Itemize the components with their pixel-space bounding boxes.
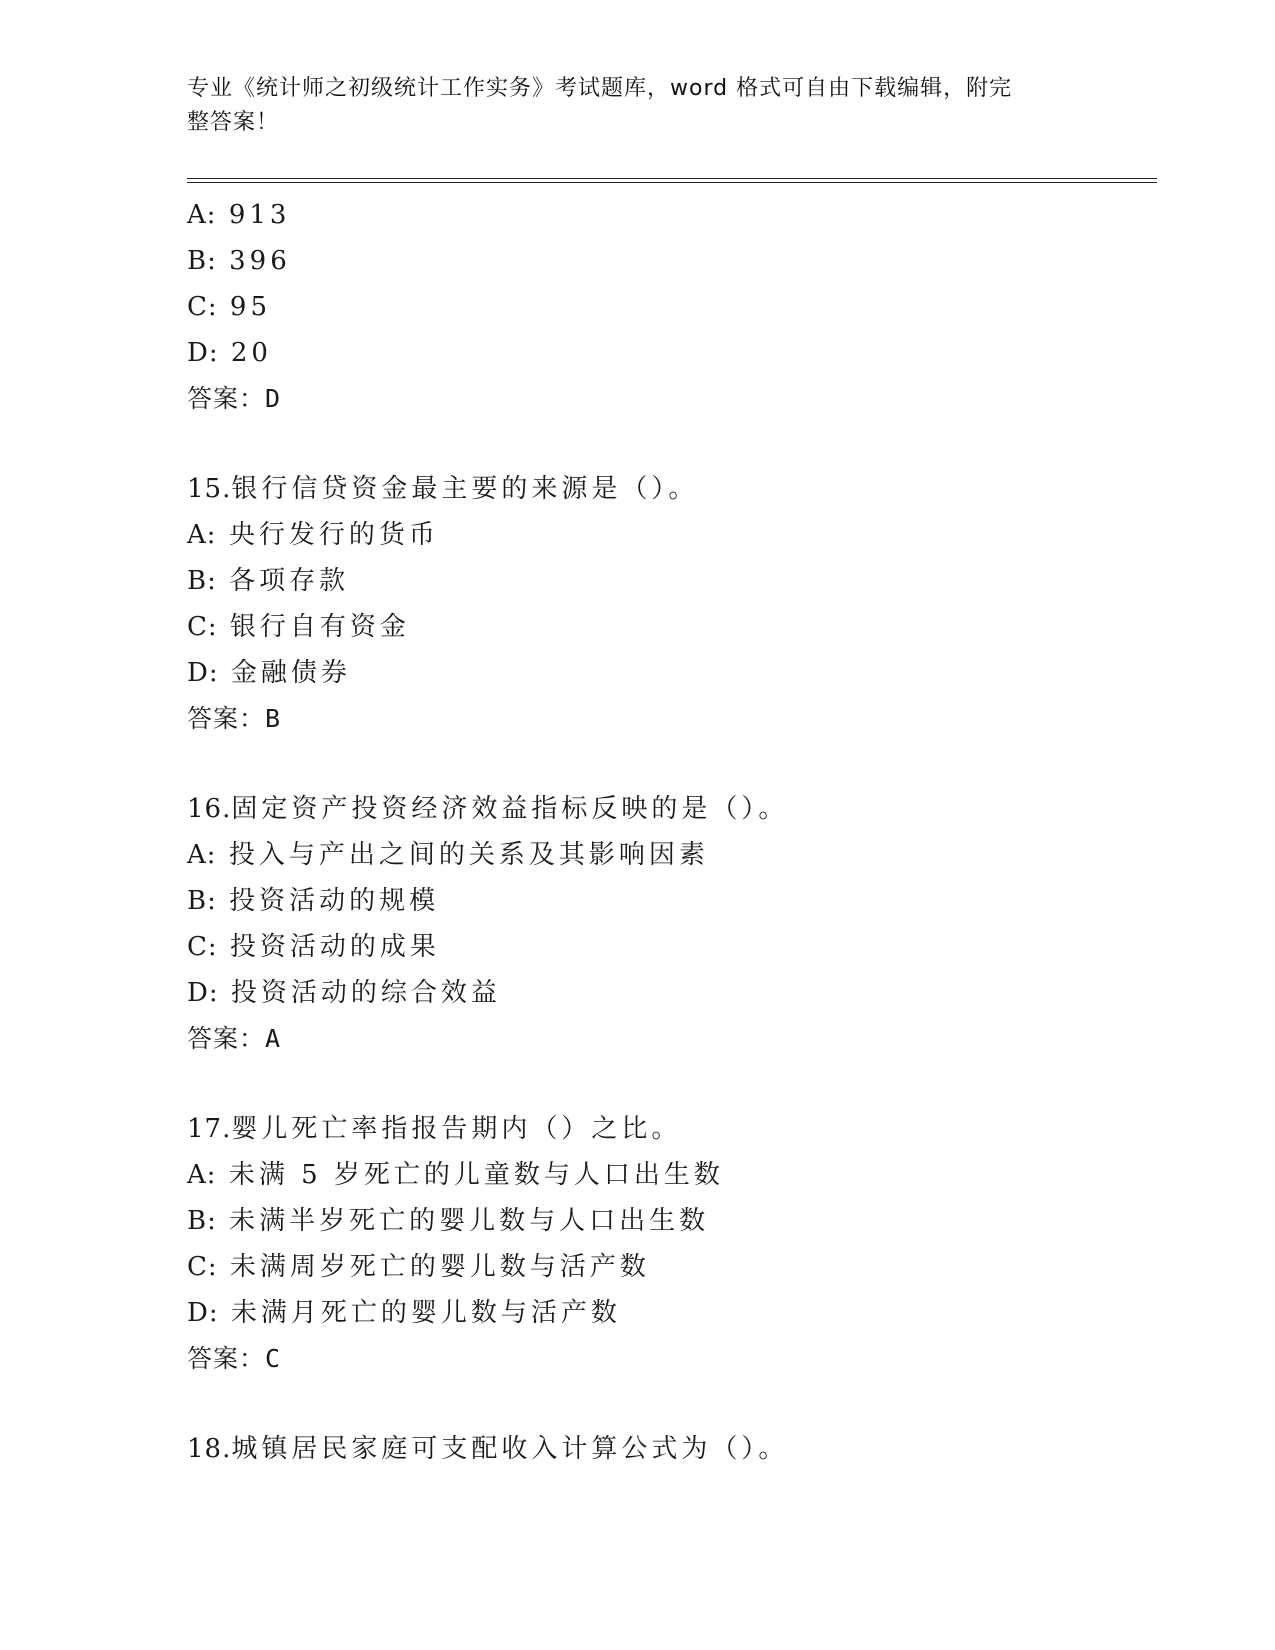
question-number: 15. (187, 474, 232, 504)
option-text: 央行发行的货币 (228, 520, 439, 550)
option-letter: B: (187, 886, 217, 916)
header-divider (187, 178, 1157, 183)
option-letter: A: (187, 520, 217, 550)
option-d (187, 650, 1157, 696)
option-text: 投入与产出之间的关系及其影响因素 (228, 840, 709, 870)
question-text: 固定资产投资经济效益指标反映的是（）。 (231, 794, 789, 824)
option-text: 投资活动的综合效益 (230, 978, 501, 1008)
option-letter: C: (187, 612, 218, 642)
question-text: 婴儿死亡率指报告期内（）之比。 (231, 1114, 682, 1144)
question-list (187, 192, 1157, 1472)
option-letter: A: (187, 200, 217, 230)
spacer (187, 1382, 1157, 1426)
spacer (187, 1062, 1157, 1106)
option-text: 投资活动的规模 (229, 886, 440, 916)
question-14-continued (187, 192, 1157, 422)
question-stem (187, 466, 1157, 512)
option-text: 95 (229, 292, 272, 322)
question-17 (187, 1106, 1157, 1382)
option-text: 396 (229, 246, 291, 276)
header-line-1: 专业《统计师之初级统计工作实务》考试题库，word 格式可自由下载编辑，附完 (187, 76, 1013, 101)
header-line-2: 整答案！ (187, 110, 280, 135)
option-letter: C: (187, 292, 218, 322)
option-d (187, 330, 1157, 376)
option-letter: A: (187, 840, 217, 870)
option-c (187, 924, 1157, 970)
answer-line: 答案：C (187, 1344, 282, 1373)
option-b (187, 1198, 1157, 1244)
option-c (187, 604, 1157, 650)
option-text: 未满周岁死亡的婴儿数与活产数 (229, 1252, 650, 1282)
option-letter: D: (187, 658, 219, 688)
answer-line: 答案：B (187, 704, 282, 733)
option-letter: A: (187, 1160, 217, 1190)
option-text: 未满半岁死亡的婴儿数与人口出生数 (229, 1206, 710, 1236)
option-letter: D: (187, 978, 219, 1008)
option-letter: B: (187, 246, 217, 276)
option-text: 投资活动的成果 (229, 932, 440, 962)
question-16 (187, 786, 1157, 1062)
option-c (187, 1244, 1157, 1290)
option-b (187, 558, 1157, 604)
option-b (187, 878, 1157, 924)
option-letter: C: (187, 932, 218, 962)
option-a (187, 832, 1157, 878)
option-text: 未满月死亡的婴儿数与活产数 (230, 1298, 621, 1328)
option-letter: D: (187, 1298, 219, 1328)
question-text: 银行信贷资金最主要的来源是（）。 (231, 474, 699, 504)
option-d (187, 970, 1157, 1016)
option-a (187, 1152, 1157, 1198)
option-text: 银行自有资金 (229, 612, 410, 642)
option-text: 金融债券 (230, 658, 351, 688)
question-text: 城镇居民家庭可支配收入计算公式为（）。 (231, 1434, 789, 1464)
question-18 (187, 1426, 1157, 1472)
option-letter: C: (187, 1252, 218, 1282)
question-stem (187, 1426, 1157, 1472)
question-number: 17. (187, 1114, 232, 1144)
option-b (187, 238, 1157, 284)
question-15 (187, 466, 1157, 742)
answer-line: 答案：A (187, 1024, 282, 1053)
question-number: 16. (187, 794, 232, 824)
option-d (187, 1290, 1157, 1336)
question-number: 18. (187, 1434, 232, 1464)
answer-line: 答案：D (187, 384, 282, 413)
option-text: 各项存款 (229, 566, 350, 596)
option-text: 未满 5 岁死亡的儿童数与人口出生数 (228, 1160, 724, 1190)
option-text: 913 (228, 200, 291, 230)
option-letter: B: (187, 1206, 217, 1236)
option-letter: D: (187, 338, 219, 368)
option-c (187, 284, 1157, 330)
option-text: 20 (230, 338, 272, 368)
spacer (187, 742, 1157, 786)
spacer (187, 422, 1157, 466)
question-stem (187, 786, 1157, 832)
question-stem (187, 1106, 1157, 1152)
option-a (187, 192, 1157, 238)
option-a (187, 512, 1157, 558)
option-letter: B: (187, 566, 217, 596)
page-header (187, 72, 1067, 140)
